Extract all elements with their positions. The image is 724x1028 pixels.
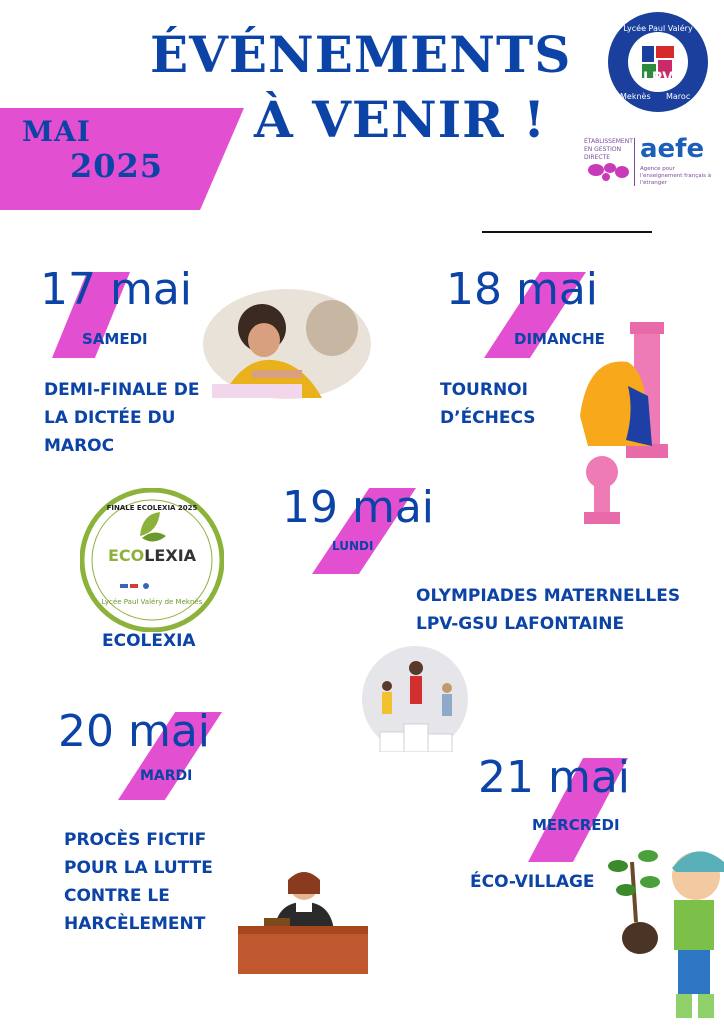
event-20-line3: CONTRE LE xyxy=(64,886,170,906)
event-17-title xyxy=(44,376,224,460)
world-map-icon xyxy=(586,160,630,182)
year-label: 2025 xyxy=(70,147,164,185)
chess-pieces-icon xyxy=(568,316,688,536)
event-17-line2: LA DICTÉE DU xyxy=(44,408,176,428)
lycee-paul-valery-logo xyxy=(606,10,710,114)
olympiades-photo xyxy=(362,646,468,752)
event-19-day: LUNDI xyxy=(332,539,374,553)
lpv-logo-bottom-right: Maroc xyxy=(666,92,691,101)
event-21-line1: ÉCO-VILLAGE xyxy=(470,872,595,892)
ecolexia-badge xyxy=(80,488,224,632)
header-divider xyxy=(482,231,652,233)
event-17-line3: MAROC xyxy=(44,436,115,456)
event-17-day: SAMEDI xyxy=(82,330,148,348)
aefe-establishment-text: ÉTABLISSEMENT EN GESTION DIRECTE xyxy=(584,138,633,161)
ecolexia-brand-eco: ECO xyxy=(107,546,145,565)
event-21-date: 21 mai xyxy=(478,752,631,803)
event-18-date: 18 mai xyxy=(446,264,599,315)
event-19-line1: OLYMPIADES MATERNELLES xyxy=(416,586,681,606)
ecolexia-badge-top: FINALE ECOLEXIA 2025 xyxy=(106,504,198,512)
event-18-line1: TOURNOI xyxy=(440,380,528,400)
lpv-logo-top-text: Lycée Paul Valéry xyxy=(623,24,693,33)
lpv-logo-bottom-left: Meknès xyxy=(620,92,651,101)
ecolexia-brand-lexia: LEXIA xyxy=(144,546,197,565)
event-20-date: 20 mai xyxy=(58,706,211,757)
ecolexia-label: ECOLEXIA xyxy=(102,631,196,651)
event-20-line4: HARCÈLEMENT xyxy=(64,914,206,934)
page-title-line1: ÉVÉNEMENTS xyxy=(150,25,572,84)
event-20-title xyxy=(64,826,264,938)
event-17-date: 17 mai xyxy=(40,264,193,315)
event-18-day: DIMANCHE xyxy=(514,330,605,348)
event-21-day: MERCREDI xyxy=(532,816,620,834)
event-21-title xyxy=(470,868,595,896)
ecolexia-badge-bottom: Lycée Paul Valéry de Meknès xyxy=(101,598,203,606)
boy-with-tree-illustration xyxy=(596,842,724,1024)
event-18-title xyxy=(440,376,580,432)
judge-illustration xyxy=(238,862,368,974)
aefe-divider xyxy=(634,138,635,186)
event-20-line2: POUR LA LUTTE xyxy=(64,858,213,878)
aefe-subtitle: Agence pour l'enseignement français à l'étranger xyxy=(640,166,712,186)
girl-writing-photo xyxy=(202,288,372,400)
page-title-line2: À VENIR ! xyxy=(253,90,547,149)
event-20-day: MARDI xyxy=(140,768,193,784)
svg-text:LPV: LPV xyxy=(642,70,674,86)
ecolexia-badge-brand xyxy=(102,548,202,564)
aefe-brand: aefe xyxy=(640,134,705,164)
event-20-line1: PROCÈS FICTIF xyxy=(64,830,207,850)
event-19-line2: LPV-GSU LAFONTAINE xyxy=(416,614,625,634)
event-18-line2: D’ÉCHECS xyxy=(440,408,536,428)
event-17-line1: DEMI-FINALE DE xyxy=(44,380,200,400)
event-19-title xyxy=(416,582,716,638)
month-label: MAI xyxy=(22,115,91,148)
aefe-logo xyxy=(584,134,714,190)
event-19-date: 19 mai xyxy=(282,482,435,533)
